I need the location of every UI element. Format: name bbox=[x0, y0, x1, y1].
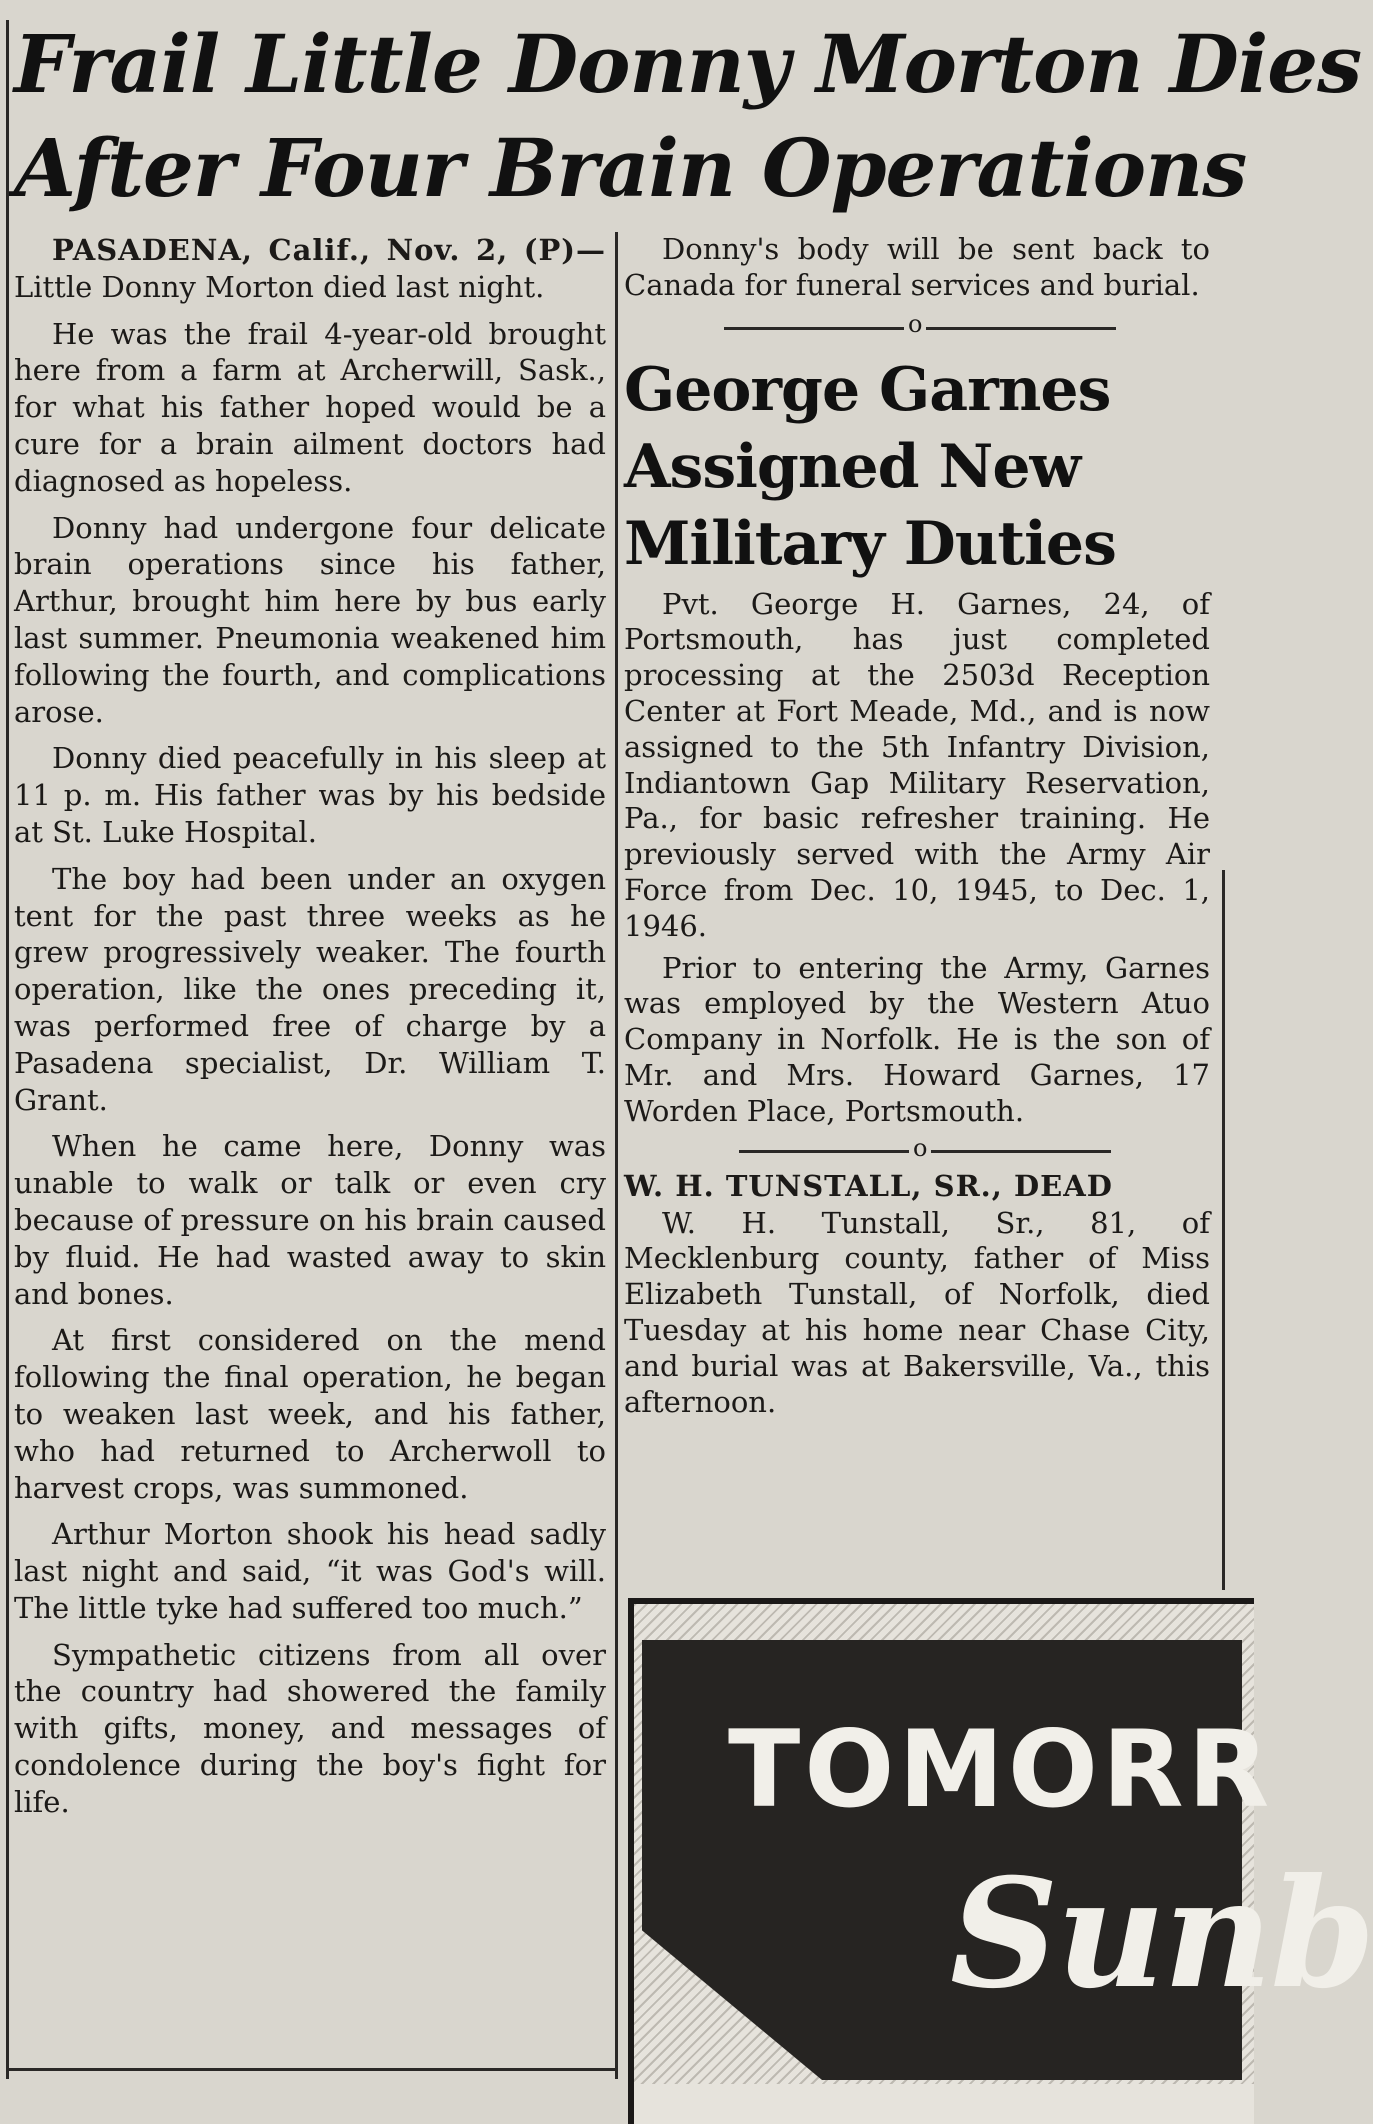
article-paragraph-continued: Donny's body will be sent back to Canada for funeral services and burial. bbox=[624, 232, 1210, 302]
article-paragraph: Sympathetic citizens from all over the country had showered the family with gifts, money, and messages of condolence during the boy's fight for life. bbox=[14, 1637, 606, 1819]
column-rule bbox=[615, 232, 618, 2079]
article-body-left-column bbox=[14, 232, 606, 2062]
article-paragraph: Arthur Morton shook his head sadly last night and said, “it was God's will. The little tyke had suffered too much.” bbox=[14, 1517, 606, 1625]
ad-headline-text: TOMORR bbox=[728, 1708, 1274, 1831]
left-page-rule bbox=[6, 20, 9, 2079]
bottom-rule bbox=[6, 2068, 618, 2071]
article-headline bbox=[14, 12, 1362, 220]
article-paragraph: Pvt. George H. Garnes, 24, of Portsmouth, has just completed processing at the 2503d Reception Center at Fort Meade, Md., and is now assigned to the 5th Infantry Division, Indiantown Gap Military Reservation, Pa., for basic refresher training. He previously served with the Army Air Force from Dec. 10, 1945, to Dec. 1, 1946. bbox=[624, 586, 1210, 943]
article-paragraph: PASADENA, Calif., Nov. 2, (P)— Little Donny Morton died last night. bbox=[14, 233, 606, 304]
subhead-line-1: George Garnes bbox=[624, 354, 1111, 425]
subhead-line-3: Military Duties bbox=[624, 508, 1116, 579]
advertisement bbox=[628, 1598, 1373, 2079]
section-separator: o bbox=[624, 310, 1210, 346]
headline-line-2: After Four Brain Operations bbox=[14, 121, 1247, 215]
subhead-line-2: Assigned New bbox=[624, 431, 1081, 502]
article-paragraph: W. H. Tunstall, Sr., 81, of Mecklenburg county, father of Miss Elizabeth Tunstall, of Norfolk, died Tuesday at his home near Chase City, and burial was at Bakersville, Va., this afternoon. bbox=[624, 1205, 1210, 1419]
article-paragraph: Donny died peacefully in his sleep at 11 p. m. His father was by his bedside at St. Luke Hospital. bbox=[14, 741, 606, 849]
article-paragraph: At first considered on the mend following the final operation, he began to weaken last week, and his father, who had returned to Archerwoll to harvest crops, was summoned. bbox=[14, 1323, 606, 1505]
article-paragraph: The boy had been under an oxygen tent for the past three weeks as he grew progressively weaker. The fourth operation, like the ones preceding it, was performed free of charge by a Pasadena specialist, Dr. William T. Grant. bbox=[14, 861, 606, 1117]
dateline: PASADENA, Calif., Nov. 2, (P)— bbox=[52, 233, 606, 267]
article-paragraph: When he came here, Donny was unable to walk or talk or even cry because of pressure on his brain caused by fluid. He had wasted away to skin and bones. bbox=[14, 1129, 606, 1311]
article-paragraph: Donny had undergone four delicate brain operations since his father, Arthur, brought him here by bus early last summer. Pneumonia weakened him following the fourth, and complications arose. bbox=[14, 510, 606, 729]
right-edge-rule bbox=[1222, 870, 1225, 1590]
article-paragraph: Prior to entering the Army, Garnes was employed by the Western Atuo Company in Norfolk. He is the son of Mr. and Mrs. Howard Garnes, 17 Worden Place, Portsmouth. bbox=[624, 950, 1210, 1128]
article-2-headline bbox=[624, 352, 1210, 583]
headline-line-1: Frail Little Donny Morton Dies bbox=[14, 17, 1362, 111]
ad-script-text: Sunb bbox=[950, 1846, 1373, 2022]
section-separator: o bbox=[624, 1136, 1210, 1166]
article-3-headline: W. H. TUNSTALL, SR., DEAD bbox=[624, 1168, 1113, 1203]
article-body-right-column bbox=[624, 232, 1210, 1578]
article-paragraph: He was the frail 4-year-old brought here from a farm at Archerwill, Sask., for what his father hoped would be a cure for a brain ailment doctors had diagnosed as hopeless. bbox=[14, 316, 606, 498]
